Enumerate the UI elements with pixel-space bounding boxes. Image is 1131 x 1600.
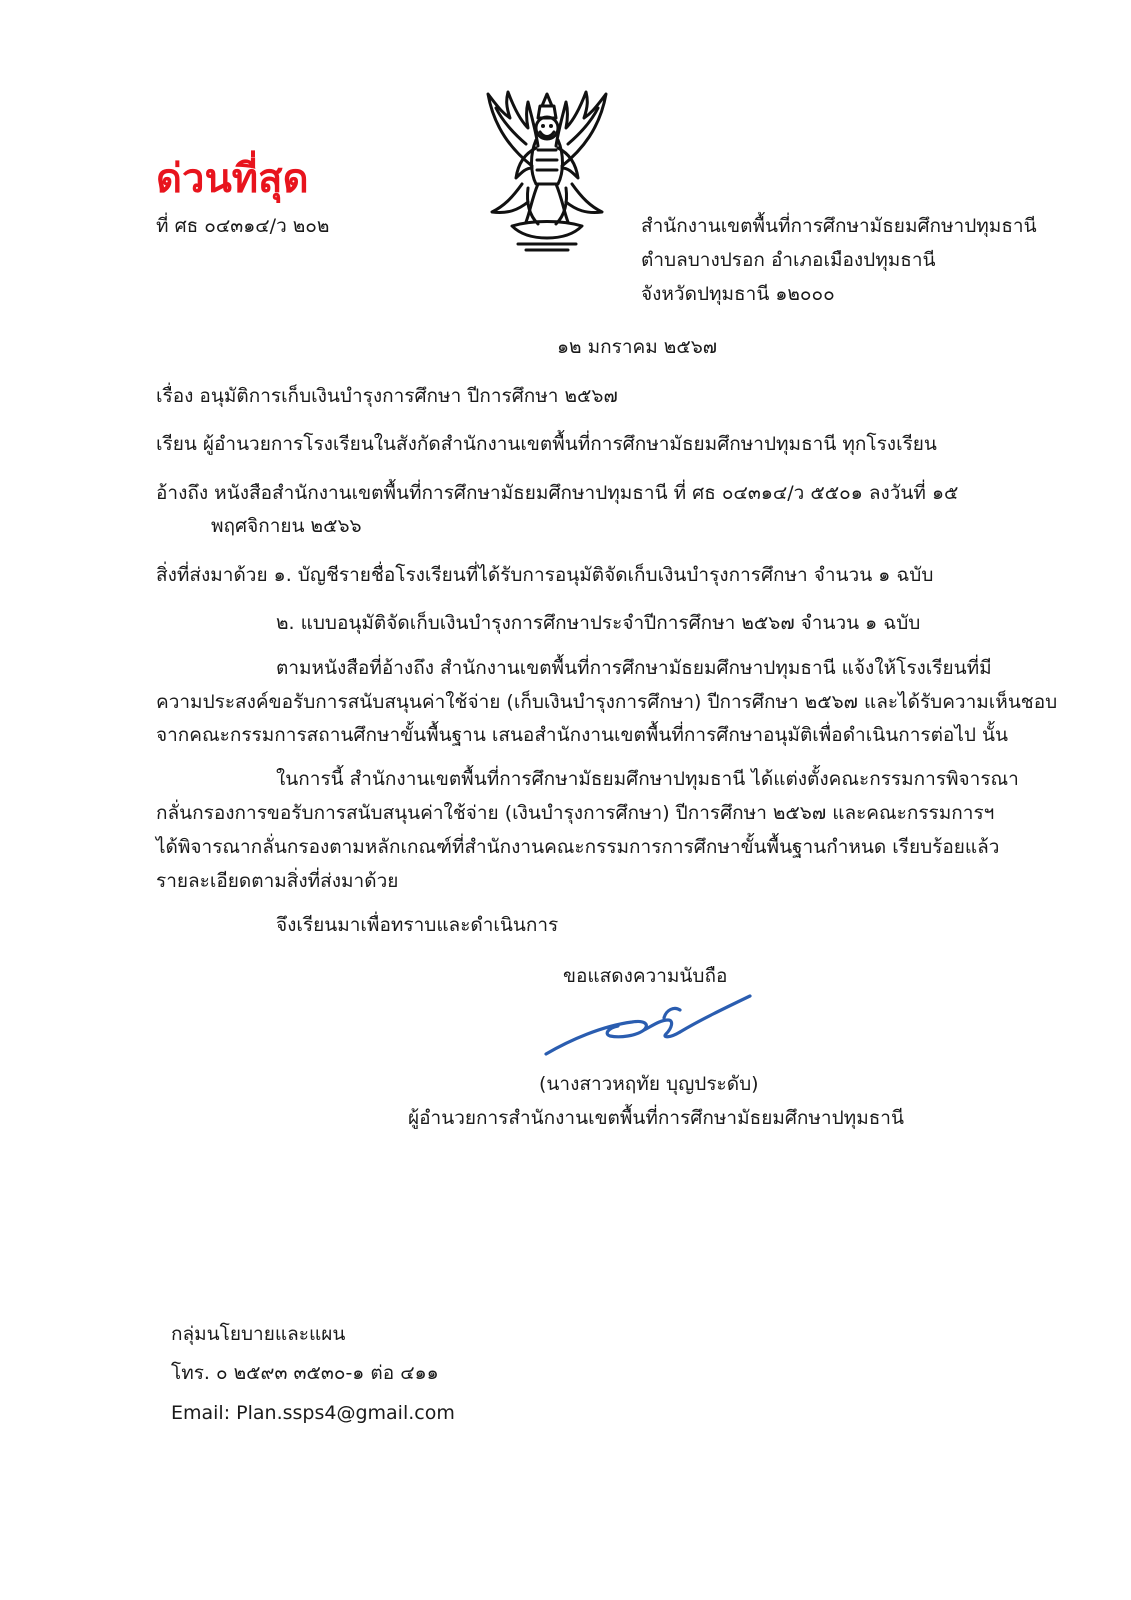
handwritten-signature bbox=[540, 990, 755, 1062]
body-paragraph-1-line: ความประสงค์ขอรับการสนับสนุนค่าใช้จ่าย (เก็บเงินบำรุงการศึกษา) ปีการศึกษา ๒๕๖๗ และได้รับความเห็นชอบ bbox=[156, 691, 1058, 713]
body-paragraph-2-line: ในการนี้ สำนักงานเขตพื้นที่การศึกษามัธยมศึกษาปทุมธานี ได้แต่งตั้งคณะกรรมการพิจารณา bbox=[276, 768, 1019, 790]
enclosure-item-2: ๒. แบบอนุมัติจัดเก็บเงินบำรุงการศึกษาประจำปีการศึกษา ๒๕๖๗ จำนวน ๑ ฉบับ bbox=[276, 612, 921, 634]
signatory-title: ผู้อำนวยการสำนักงานเขตพื้นที่การศึกษามัธยมศึกษาปทุมธานี bbox=[408, 1107, 904, 1129]
garuda-emblem-icon bbox=[482, 88, 612, 256]
body-paragraph-2-line: รายละเอียดตามสิ่งที่ส่งมาด้วย bbox=[156, 870, 399, 892]
office-address: ตำบลบางปรอก อำเภอเมืองปทุมธานี bbox=[641, 249, 936, 271]
document-number: ที่ ศธ ๐๔๓๑๔/ว ๒๐๒ bbox=[156, 215, 330, 237]
reference-line-2: พฤศจิกายน ๒๕๖๖ bbox=[211, 515, 362, 537]
salutation: ขอแสดงความนับถือ bbox=[563, 965, 728, 987]
body-paragraph-2-line: ได้พิจารณากลั่นกรองตามหลักเกณฑ์ที่สำนักงานคณะกรรมการการศึกษาขั้นพื้นฐานกำหนด เรียบร้อยแล้ว bbox=[156, 836, 1000, 858]
document-date: ๑๒ มกราคม ๒๕๖๗ bbox=[557, 336, 718, 358]
footer-phone: โทร. ๐ ๒๕๙๓ ๓๕๓๐-๑ ต่อ ๔๑๑ bbox=[171, 1362, 439, 1384]
office-province: จังหวัดปทุมธานี ๑๒๐๐๐ bbox=[641, 283, 835, 305]
recipient-line: เรียน ผู้อำนวยการโรงเรียนในสังกัดสำนักงานเขตพื้นที่การศึกษามัธยมศึกษาปทุมธานี ทุกโรงเรียน bbox=[156, 433, 937, 455]
enclosure-item-1: สิ่งที่ส่งมาด้วย ๑. บัญชีรายชื่อโรงเรียนที่ได้รับการอนุมัติจัดเก็บเงินบำรุงการศึกษา จำนวน ๑ ฉบับ bbox=[156, 564, 934, 586]
reference-line-1: อ้างถึง หนังสือสำนักงานเขตพื้นที่การศึกษามัธยมศึกษาปทุมธานี ที่ ศธ ๐๔๓๑๔/ว ๕๕๐๑ ลงวันที่ ๑๕ bbox=[156, 482, 959, 504]
body-paragraph-2-line: กลั่นกรองการขอรับการสนับสนุนค่าใช้จ่าย (เงินบำรุงการศึกษา) ปีการศึกษา ๒๕๖๗ และคณะกรรมการฯ bbox=[156, 802, 995, 824]
signatory-name: (นางสาวหฤทัย บุญประดับ) bbox=[539, 1073, 759, 1095]
subject-line: เรื่อง อนุมัติการเก็บเงินบำรุงการศึกษา ปีการศึกษา ๒๕๖๗ bbox=[156, 385, 618, 407]
office-name: สำนักงานเขตพื้นที่การศึกษามัธยมศึกษาปทุมธานี bbox=[641, 215, 1037, 237]
closing-line: จึงเรียนมาเพื่อทราบและดำเนินการ bbox=[276, 914, 559, 936]
footer-email[interactable]: Email: Plan.ssps4@gmail.com bbox=[171, 1402, 455, 1424]
body-paragraph-1-line: จากคณะกรรมการสถานศึกษาขั้นพื้นฐาน เสนอสำนักงานเขตพื้นที่การศึกษาอนุมัติเพื่อดำเนินการต่อไป นั้น bbox=[156, 724, 1008, 746]
footer-department: กลุ่มนโยบายและแผน bbox=[171, 1323, 346, 1345]
urgency-label: ด่วนที่สุด bbox=[156, 156, 309, 202]
body-paragraph-1-line: ตามหนังสือที่อ้างถึง สำนักงานเขตพื้นที่การศึกษามัธยมศึกษาปทุมธานี แจ้งให้โรงเรียนที่มี bbox=[276, 657, 992, 679]
